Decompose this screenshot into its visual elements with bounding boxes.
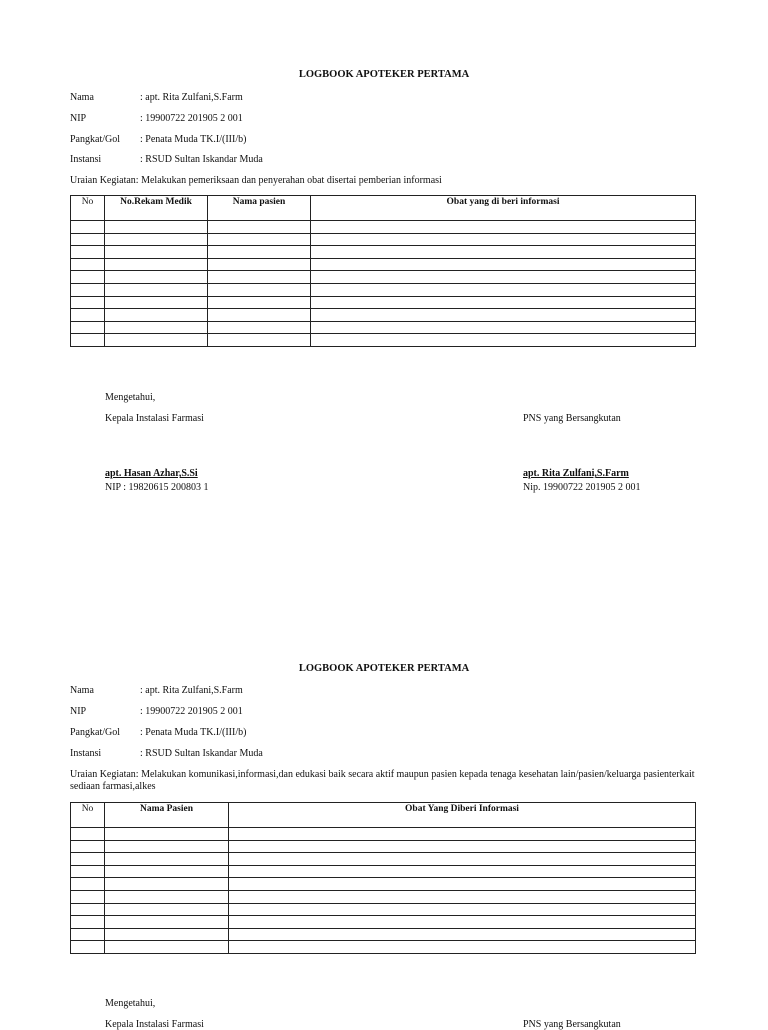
right-signer-name-text: apt. Rita Zulfani,S.Farm xyxy=(523,468,629,479)
left-signer-title-2: Kepala Instalasi Farmasi xyxy=(105,1019,204,1030)
table-row xyxy=(71,271,696,284)
table-header-row xyxy=(71,196,696,221)
table-row xyxy=(71,283,696,296)
header-obat: Obat yang di beri informasi xyxy=(311,196,696,221)
table-row xyxy=(71,221,696,234)
field-value: : 19900722 201905 2 001 xyxy=(140,113,243,124)
mengetahui-1: Mengetahui, xyxy=(105,392,156,403)
table-row xyxy=(71,928,696,941)
logbook-title-2: LOGBOOK APOTEKER PERTAMA xyxy=(298,663,470,674)
logbook-table-1 xyxy=(70,195,696,347)
table-row xyxy=(71,296,696,309)
field-label: NIP xyxy=(70,706,87,717)
left-signer-name-1 xyxy=(105,468,198,479)
uraian-kegiatan-1: Uraian Kegiatan: Melakukan pemeriksaan dan penyerahan obat disertai pemberian informasi xyxy=(70,175,442,186)
field-value: : Penata Muda TK.I/(III/b) xyxy=(140,134,247,145)
field-value: : apt. Rita Zulfani,S.Farm xyxy=(140,685,243,696)
table-row xyxy=(71,828,696,841)
field-nip-1 xyxy=(70,113,243,124)
table-row xyxy=(71,878,696,891)
logbook-table-2 xyxy=(70,802,696,954)
table-row xyxy=(71,246,696,259)
right-signer-title-1: PNS yang Bersangkutan xyxy=(523,413,621,424)
field-pangkat-1 xyxy=(70,134,246,145)
field-label: Instansi xyxy=(70,154,102,165)
logbook-title-1: LOGBOOK APOTEKER PERTAMA xyxy=(298,69,470,80)
header-no: No xyxy=(71,803,105,828)
field-pangkat-2 xyxy=(70,727,246,738)
field-nama-1 xyxy=(70,92,243,103)
field-nip-2 xyxy=(70,706,243,717)
table-row xyxy=(71,233,696,246)
table-row xyxy=(71,853,696,866)
field-label: NIP xyxy=(70,113,87,124)
header-nama-pasien: Nama Pasien xyxy=(105,803,229,828)
table-row xyxy=(71,840,696,853)
header-rekam-medik: No.Rekam Medik xyxy=(105,196,208,221)
table-row xyxy=(71,309,696,322)
field-instansi-1 xyxy=(70,154,263,165)
table-row xyxy=(71,258,696,271)
table-row xyxy=(71,916,696,929)
header-obat: Obat Yang Diberi Informasi xyxy=(229,803,696,828)
header-no: No xyxy=(71,196,105,221)
field-value: : Penata Muda TK.I/(III/b) xyxy=(140,727,247,738)
right-signer-nip-1: Nip. 19900722 201905 2 001 xyxy=(523,482,641,493)
field-label: Nama xyxy=(70,92,94,103)
table-row xyxy=(71,865,696,878)
uraian-kegiatan-2: Uraian Kegiatan: Melakukan komunikasi,informasi,dan edukasi baik secara aktif maupun pasien kepada tenaga kesehatan lain/pasien/keluarga pasienterkait sediaan farmasi,alkes xyxy=(70,769,695,792)
table-header-row xyxy=(71,803,696,828)
field-label: Pangkat/Gol xyxy=(70,727,120,738)
table-row xyxy=(71,903,696,916)
field-value: : 19900722 201905 2 001 xyxy=(140,706,243,717)
field-label: Instansi xyxy=(70,748,102,759)
right-signer-title-2: PNS yang Bersangkutan xyxy=(523,1019,621,1030)
field-value: : RSUD Sultan Iskandar Muda xyxy=(140,154,263,165)
table-row xyxy=(71,941,696,954)
left-signer-nip-1: NIP : 19820615 200803 1 xyxy=(105,482,209,493)
field-value: : apt. Rita Zulfani,S.Farm xyxy=(140,92,243,103)
mengetahui-2: Mengetahui, xyxy=(105,998,156,1009)
field-label: Nama xyxy=(70,685,94,696)
table-row xyxy=(71,334,696,347)
left-signer-title-1: Kepala Instalasi Farmasi xyxy=(105,413,204,424)
table-row xyxy=(71,890,696,903)
field-nama-2 xyxy=(70,685,243,696)
table-row xyxy=(71,321,696,334)
field-value: : RSUD Sultan Iskandar Muda xyxy=(140,748,263,759)
right-signer-name-1 xyxy=(523,468,629,479)
header-nama-pasien: Nama pasien xyxy=(208,196,311,221)
field-label: Pangkat/Gol xyxy=(70,134,120,145)
left-signer-name-text: apt. Hasan Azhar,S.Si xyxy=(105,468,198,479)
field-instansi-2 xyxy=(70,748,263,759)
